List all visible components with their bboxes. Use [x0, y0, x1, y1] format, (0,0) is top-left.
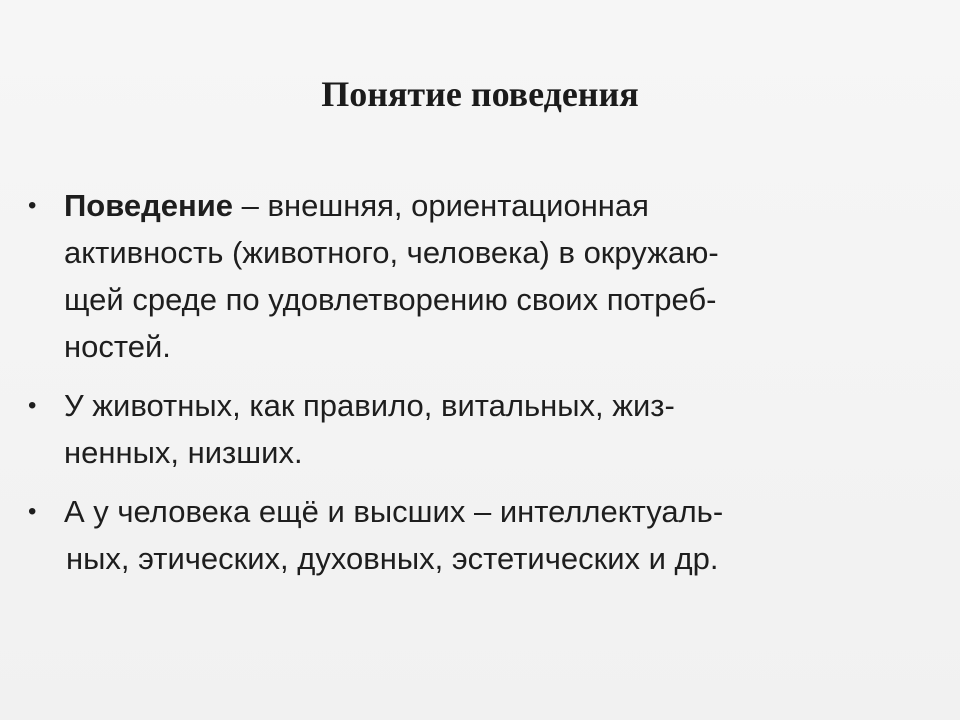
bullet-item-behavior-definition: [28, 182, 928, 370]
slide-title: Понятие поведения: [321, 74, 639, 114]
bullet-line: ненных, низших.: [64, 435, 303, 470]
bullet-line: ностей.: [64, 329, 171, 364]
bullet-icon: •: [28, 392, 37, 419]
bullet-line: [64, 182, 928, 229]
bullet-list: [28, 182, 928, 594]
bullet-line: щей среде по удовлетворению своих потреб-: [64, 282, 717, 317]
bullet-item-animals: [28, 382, 928, 476]
bullet-line: А у человека ещё и высших – интеллектуаль-: [64, 494, 724, 529]
bullet-line: активность (животного, человека) в окружаю-: [64, 235, 719, 270]
definition-text: – внешняя, ориентационная: [233, 188, 649, 223]
bullet-icon: •: [28, 192, 37, 219]
bullet-icon: •: [28, 498, 37, 525]
bullet-item-humans: [28, 488, 928, 582]
bullet-line: У животных, как правило, витальных, жиз-: [64, 388, 675, 423]
bullet-line: ных, этических, духовных, эстетических и др.: [66, 541, 719, 576]
term-behavior: Поведение: [64, 188, 234, 223]
